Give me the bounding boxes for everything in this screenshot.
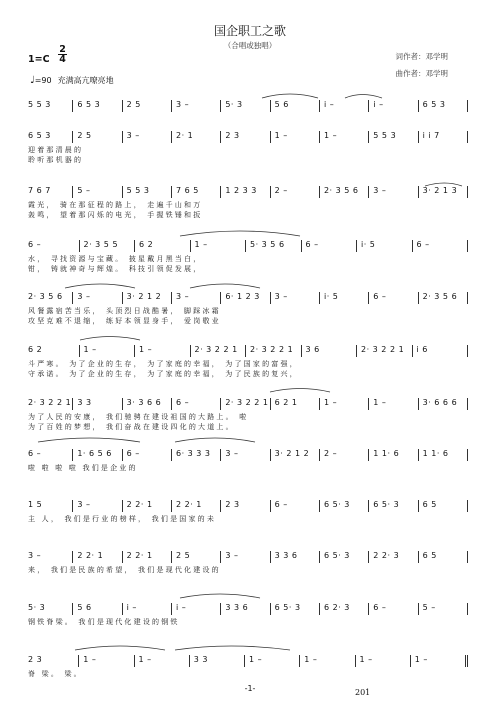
lyric-line: 来， 我们是民族的希望， 我们是现代化建设的 [28, 566, 221, 574]
notation-system [28, 292, 468, 304]
measure: 3· 2 1 2 [270, 449, 319, 461]
lyric-line: 为了百姓的梦想， 我们奋战在建设四化的大道上。 [28, 423, 235, 431]
measure: 1 – [244, 655, 299, 667]
notation-system [28, 100, 468, 112]
notation-system [28, 345, 468, 357]
measure: 6 2 1 [270, 398, 319, 410]
tempo-mood: 充满高亢嘹亮地 [57, 76, 114, 85]
measure: 5 – [72, 186, 121, 198]
measure: 6 5 3 [418, 100, 468, 112]
measure: 5 5 3 [122, 186, 171, 198]
measure: 2· 3 5 6 [28, 292, 63, 301]
measure: 1 1· 6 [368, 449, 417, 461]
lyric-line: 攻坚克难不退缩， 练好本领显身手， 爱岗敬业 [28, 317, 221, 325]
measure: 2· 3 5 6 [319, 186, 368, 198]
measure: 6 5· 3 [319, 551, 368, 563]
measure: 2· 1 [171, 131, 220, 143]
measure: 1 2 3 3 [220, 186, 269, 198]
measure: i – [122, 603, 171, 615]
measure: 1 – [410, 655, 468, 667]
measure: 3 – [72, 292, 121, 304]
measure: 2 – [319, 449, 368, 461]
notation-system [28, 186, 468, 198]
measure: 6 5 3 [72, 100, 121, 112]
measure: 3 3 [189, 655, 244, 667]
measure: 3 – [171, 292, 220, 304]
measure: 6· 1 2 3 [220, 292, 269, 304]
lyric-line: 轰鸣， 望着那闪烁的电光， 手握铁锤和扳 [28, 211, 203, 219]
measure: 2· 3 5 5 [79, 240, 135, 252]
measure: 6 5 [418, 551, 468, 563]
measure: 2 2· 1 [122, 500, 171, 512]
measure: 3 – [28, 551, 42, 560]
measure: 5· 3 [220, 100, 269, 112]
measure: 5 – [418, 603, 468, 615]
measure: 2· 3 2 2 1 [356, 345, 412, 357]
measure: 3 – [122, 131, 171, 143]
measure: 2 3 [220, 131, 269, 143]
measure: 3· 2 1 2 [122, 292, 171, 304]
measure: 1 – [319, 131, 368, 143]
measure: i – [368, 100, 417, 112]
measure: 6 – [412, 240, 469, 252]
song-title: 国企职工之歌 [213, 24, 286, 38]
notation-system [28, 655, 468, 667]
measure: 6 5· 3 [319, 500, 368, 512]
measure: i 6 [412, 345, 469, 357]
measure: 3· 3 6 6 [122, 398, 171, 410]
tempo-marking: ♩=90 充满高亢嘹亮地 [30, 75, 114, 86]
lyric-line: 水， 寻找资源与宝藏。 披星戴月黑当白， [28, 255, 203, 263]
measure: i· 5 [319, 292, 368, 304]
measure: 3 – [220, 551, 269, 563]
measure: 1 5 [28, 500, 43, 509]
measure: 5 5 3 [368, 131, 417, 143]
measure: 2· 3 2 2 1 [220, 398, 269, 410]
measure: 3 – [368, 186, 417, 198]
measure: 6 – [301, 240, 357, 252]
lyric-line: 守承诺。 为了企业的生存， 为了家庭的幸福， 为了民族的复兴， [28, 370, 299, 378]
measure: i – [171, 603, 220, 615]
measure: 3 3 6 [220, 603, 269, 615]
lyric-line: 主 人， 我们是行业的榜样， 我们是国家的未 [28, 515, 217, 523]
lyric-line: 钳， 铸就神奇与辉煌。 科技引领促发展， [28, 265, 203, 273]
measure: 2 3 [28, 655, 43, 664]
measure: 3· 6 6 6 [418, 398, 468, 410]
measure: 6 – [28, 240, 42, 249]
measure: 5 5 3 [28, 100, 51, 109]
measure: 2· 3 2 2 1 [190, 345, 246, 357]
measure: 2 2· 1 [72, 551, 121, 563]
measure: 1 – [319, 398, 368, 410]
measure: 1 – [79, 345, 135, 357]
measure: 2 – [270, 186, 319, 198]
composer-credit: 曲作者：邓学明 [395, 69, 448, 78]
measure: 1 1· 6 [418, 449, 468, 461]
measure: 3 3 6 [270, 551, 319, 563]
measure: 1 – [368, 398, 417, 410]
measure: 3 – [171, 100, 220, 112]
measure: 1 – [355, 655, 410, 667]
lyric-line: 迎着那清晨的 [28, 146, 84, 154]
measure: 6 5 3 [28, 131, 51, 140]
quarter-note-icon: ♩ [30, 75, 35, 86]
measure: 2 5 [122, 100, 171, 112]
lyric-line: 钢铁脊梁。 我们是现代化建设的钢铁 [28, 618, 180, 626]
notation-system [28, 449, 468, 461]
time-signature: 2 4 [59, 44, 66, 65]
measure: 5· 3 5 6 [245, 240, 301, 252]
measure: 6 – [122, 449, 171, 461]
measure: 6 5 [418, 500, 468, 512]
notation-system [28, 398, 468, 410]
notation-system [28, 603, 468, 615]
measure: 6 – [368, 292, 417, 304]
measure: 6 – [28, 449, 42, 458]
lyric-line: 啦 啦 啦 啦 我们是企业的 [28, 464, 138, 472]
measure: i· 5 [356, 240, 412, 252]
measure: i – [319, 100, 368, 112]
song-subtitle: （合唱或独唱） [223, 41, 277, 50]
measure: 2 5 [72, 131, 121, 143]
lyricist-credit: 词作者：邓学明 [395, 52, 448, 61]
page-number: -1- [244, 684, 256, 693]
measure: 2· 3 2 2 1 [245, 345, 301, 357]
measure: 7 6 5 [171, 186, 220, 198]
measure: 5 6 [72, 603, 121, 615]
notation-system [28, 131, 468, 143]
measure: 1 – [78, 655, 133, 667]
lyric-line: 聆听那机器的 [28, 156, 84, 164]
measure: 2· 3 2 2 1 [28, 398, 72, 407]
key-signature: 1=C [28, 54, 50, 65]
measure: 1 – [134, 345, 190, 357]
measure: 1 – [299, 655, 354, 667]
notation-system [28, 551, 468, 563]
measure: 6 2 [134, 240, 190, 252]
footer-year: 201 [355, 688, 371, 697]
measure: 5 6 [270, 100, 319, 112]
measure: 6 – [171, 398, 220, 410]
measure: 2 2· 3 [368, 551, 417, 563]
measure: 1 – [190, 240, 246, 252]
lyric-line: 脊 梁。 梁。 [28, 670, 83, 678]
measure: 2 3 [220, 500, 269, 512]
lyric-line: 斗严寒。 为了企业的生存， 为了家庭的幸福， 为了国家的富强， [28, 360, 299, 368]
measure: 1· 6 5 6 [72, 449, 121, 461]
measure: 6 5· 3 [270, 603, 319, 615]
measure: 3 – [72, 500, 121, 512]
measure: 3 3 [72, 398, 121, 410]
notation-system [28, 500, 468, 512]
lyric-line: 风餐露宿苦当乐， 头顶烈日战酷暑， 脚踩冰霜 [28, 307, 221, 315]
measure: 2 2· 1 [171, 500, 220, 512]
measure: 6· 3 3 3 [171, 449, 220, 461]
measure: 1 – [270, 131, 319, 143]
measure: 2 2· 1 [122, 551, 171, 563]
measure: i i 7 [418, 131, 468, 143]
lyric-line: 霞光， 骑在那征程的路上， 走遍千山和万 [28, 201, 203, 209]
measure: 2 5 [171, 551, 220, 563]
measure: 3 – [270, 292, 319, 304]
notation-system [28, 240, 468, 252]
measure: 2· 3 5 6 [418, 292, 468, 304]
measure: 6 – [270, 500, 319, 512]
measure: 6 – [368, 603, 417, 615]
measure: 3 – [220, 449, 269, 461]
measure: 6 2· 3 [319, 603, 368, 615]
lyric-line: 为了人民的安康， 我们驰骋在建设祖国的大路上。 啦 [28, 413, 249, 421]
measure: 7 6 7 [28, 186, 51, 195]
measure: 6 5· 3 [368, 500, 417, 512]
measure: 1 – [134, 655, 189, 667]
measure: 3 6 [301, 345, 357, 357]
measure: 6 2 [28, 345, 43, 354]
measure: 3· 2 1 3 [418, 186, 468, 198]
measure: 5· 3 [28, 603, 46, 612]
